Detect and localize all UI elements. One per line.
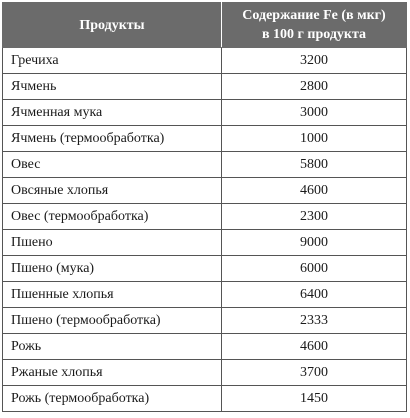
iron-value-cell: 9000 (222, 230, 407, 256)
table-row (3, 204, 407, 230)
iron-value-cell: 1450 (222, 386, 407, 412)
table-row (3, 360, 407, 386)
iron-value-cell: 4600 (222, 178, 407, 204)
iron-value-cell: 6000 (222, 256, 407, 282)
table-row (3, 126, 407, 152)
table-body (3, 48, 407, 412)
product-name-cell: Овсяные хлопья (3, 178, 222, 204)
product-name-cell: Ячмень (термообработка) (3, 126, 222, 152)
iron-value-cell: 1000 (222, 126, 407, 152)
product-name-cell: Пшено (3, 230, 222, 256)
table-row (3, 308, 407, 334)
table-row (3, 256, 407, 282)
iron-value-cell: 6400 (222, 282, 407, 308)
product-name-cell: Ячмень (3, 74, 222, 100)
iron-value-cell: 2333 (222, 308, 407, 334)
iron-value-cell: 4600 (222, 334, 407, 360)
table-row (3, 386, 407, 412)
product-name-cell: Ячменная мука (3, 100, 222, 126)
header-row (3, 3, 407, 48)
header-iron-content-line2: в 100 г продукта (261, 27, 367, 42)
header-product (3, 3, 222, 48)
product-name-cell: Пшено (термообработка) (3, 308, 222, 334)
product-name-cell: Рожь (термообработка) (3, 386, 222, 412)
table-header (3, 3, 407, 48)
table-row (3, 152, 407, 178)
table-row (3, 282, 407, 308)
header-product-label: Продукты (79, 17, 145, 33)
header-iron-content (222, 3, 407, 48)
table-row (3, 178, 407, 204)
product-name-cell: Ржаные хлопья (3, 360, 222, 386)
table-row (3, 230, 407, 256)
product-name-cell: Гречиха (3, 48, 222, 74)
iron-content-table (2, 2, 407, 412)
iron-value-cell: 2800 (222, 74, 407, 100)
table-row (3, 100, 407, 126)
iron-value-cell: 2300 (222, 204, 407, 230)
table-row (3, 48, 407, 74)
product-name-cell: Пшенные хлопья (3, 282, 222, 308)
product-name-cell: Рожь (3, 334, 222, 360)
table-row (3, 74, 407, 100)
iron-value-cell: 3000 (222, 100, 407, 126)
product-name-cell: Овес (3, 152, 222, 178)
product-name-cell: Овес (термообработка) (3, 204, 222, 230)
header-iron-content-line1: Содержание Fe (в мкг) (242, 8, 386, 23)
iron-value-cell: 3700 (222, 360, 407, 386)
iron-value-cell: 5800 (222, 152, 407, 178)
product-name-cell: Пшено (мука) (3, 256, 222, 282)
iron-value-cell: 3200 (222, 48, 407, 74)
table-row (3, 334, 407, 360)
